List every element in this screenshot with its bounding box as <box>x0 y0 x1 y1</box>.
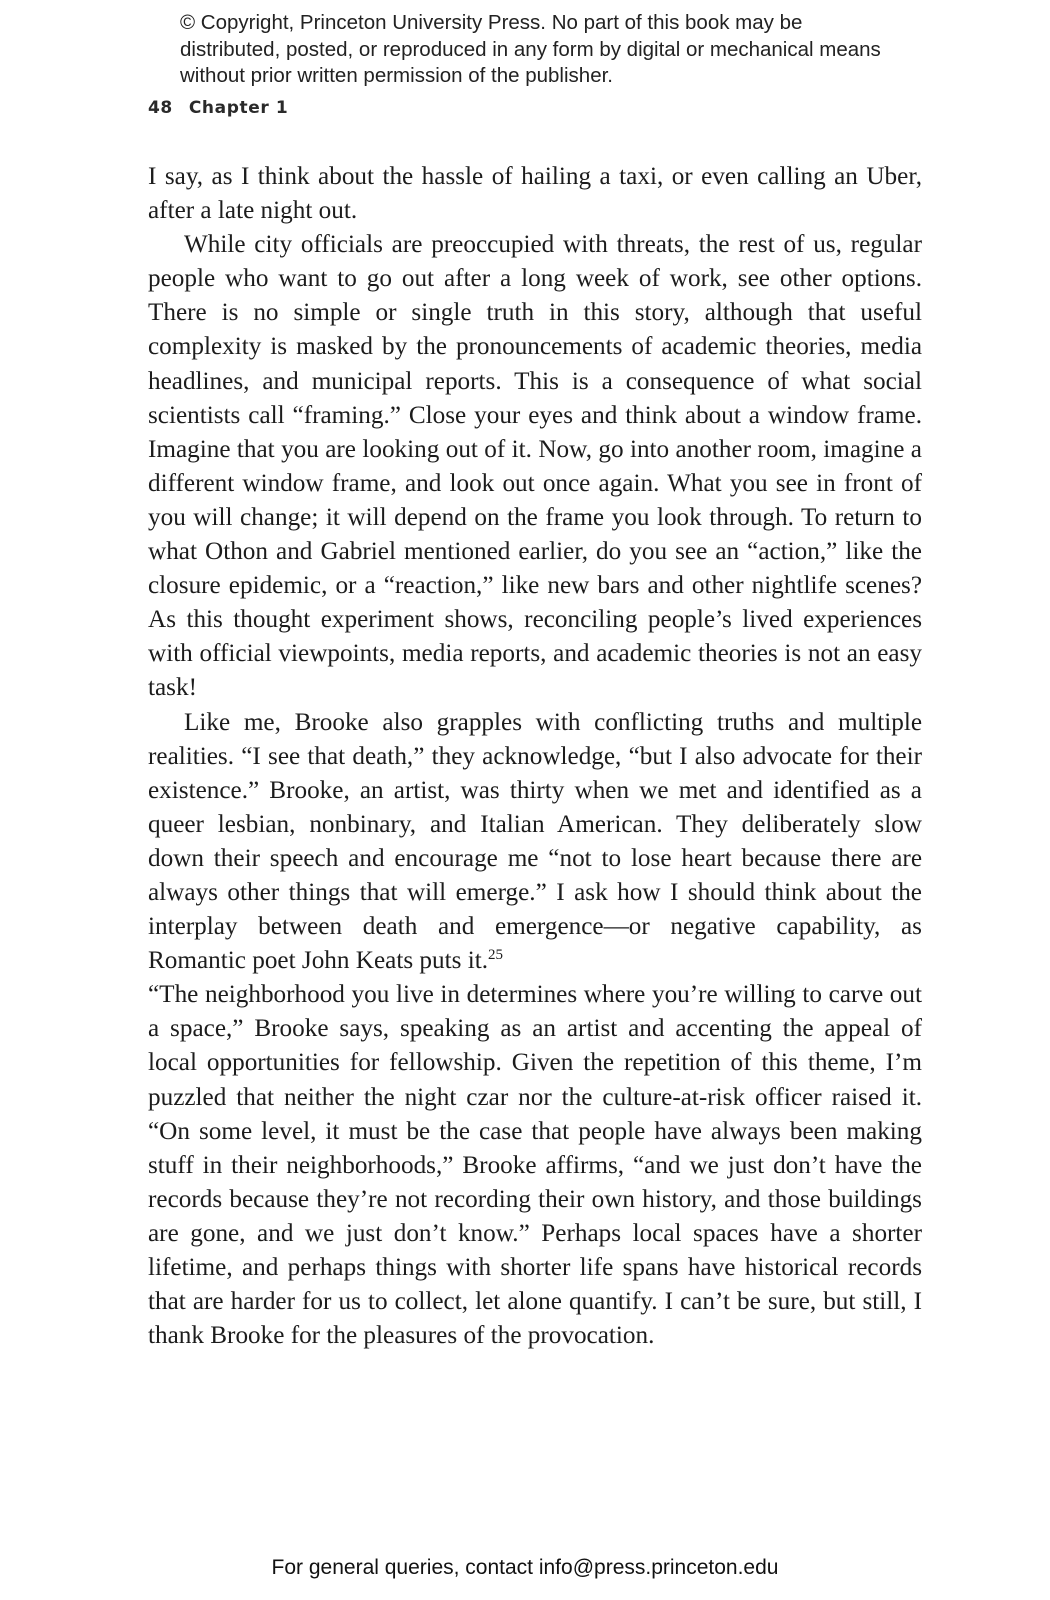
body-text <box>148 160 922 1353</box>
paragraph-framing: While city officials are preoccupied with threats, the rest of us, regular people who want to go out after a long week of work, see other options. There is no simple or single truth in this story, although that useful complexity is masked by the pronouncements of academic theories, media headlines, and municipal reports. This is a consequence of what social scientists call “framing.” Close your eyes and think about a window frame. Imagine that you are looking out of it. Now, go into another room, imagine a different window frame, and look out once again. What you see in front of you will change; it will depend on the frame you look through. To return to what Othon and Gabriel mentioned earlier, do you see an “action,” like the closure epidemic, or a “reaction,” like new bars and other nightlife scenes? As this thought experiment shows, reconciling people’s lived experiences with official viewpoints, media reports, and academic theories is not an easy task! <box>148 231 922 702</box>
footer-contact: For general queries, contact info@press.princeton.edu <box>271 1556 779 1579</box>
paragraph-neighborhood: “The neighborhood you live in determines where you’re willing to carve out a space,” Brooke says, speaking as an artist and accenting the appeal of local opportunities for fellowship. Given the repetition of this theme, I’m puzzled that neither the night czar nor the culture-at-risk officer raised it. “On some level, it must be the case that people have always been making stuff in their neighborhoods,” Brooke affirms, “and we just don’t have the records because they’re not recording their own history, and those buildings are gone, and we just don’t know.” Perhaps local spaces have a shorter lifetime, and perhaps things with shorter life spans have historical records that are harder for us to collect, let alone quantify. I can’t be sure, but still, I thank Brooke for the pleasures of the provocation. <box>148 981 922 1350</box>
paragraph-continued: I say, as I think about the hassle of hailing a taxi, or even calling an Uber, after a late night out. <box>148 163 922 225</box>
page-number: 48 <box>148 98 173 118</box>
chapter-label: Chapter 1 <box>188 98 289 118</box>
footnote-reference[interactable]: 25 <box>488 947 503 964</box>
copyright-notice: © Copyright, Princeton University Press. No part of this book may be distributed, posted, or reproduced in any form by digital or mechanical means without prior written permission of the publisher. <box>180 11 881 87</box>
running-head <box>148 98 288 118</box>
paragraph-brooke <box>148 706 922 979</box>
paragraph-brooke-text: Like me, Brooke also grapples with conflicting truths and multiple realities. “I see that death,” they acknowledge, “but I also advocate for their existence.” Brooke, an artist, was thirty when we met and identified as a queer lesbian, nonbinary, and Italian American. They deliberately slow down their speech and encourage me “not to lose heart because there are always other things that will emerge.” I ask how I should think about the interplay between death and emergence—or negative capability, as Romantic poet John Keats puts it. <box>148 708 922 975</box>
